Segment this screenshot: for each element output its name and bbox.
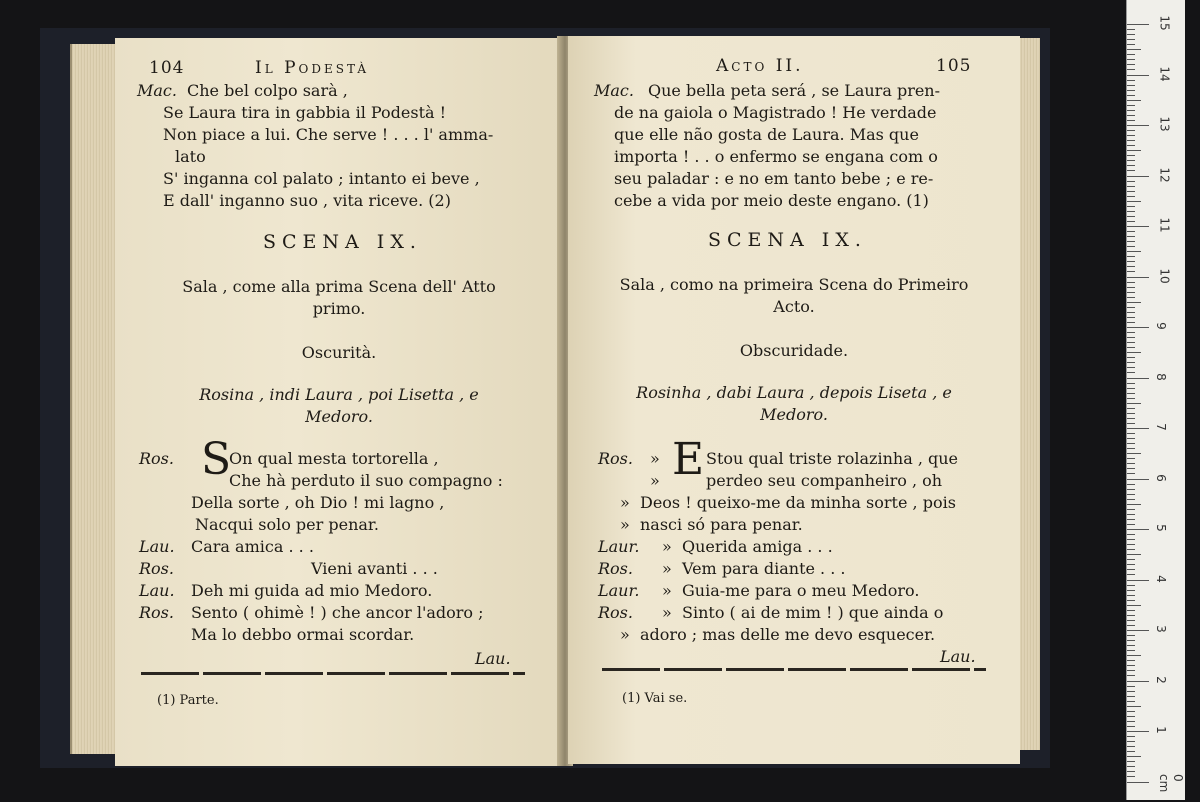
ruler-tick: [1127, 176, 1149, 177]
ruler-label: 1: [1153, 726, 1168, 734]
ruler-tick: [1127, 524, 1135, 525]
ruler-tick: [1127, 645, 1135, 646]
ruler-tick: [1127, 655, 1141, 656]
ruler-tick: [1127, 433, 1135, 434]
right-page: [568, 36, 1020, 764]
ruler-tick: [1127, 534, 1135, 535]
ruler-tick: [1127, 595, 1135, 596]
ruler-tick: [1127, 75, 1149, 76]
scene-setting: primo.: [312, 299, 366, 318]
character-list: Medoro.: [760, 405, 828, 424]
ruler-tick: [1127, 403, 1141, 404]
ruler-tick: [1127, 95, 1135, 96]
ruler-tick: [1127, 549, 1135, 550]
ruler-tick: [1127, 448, 1135, 449]
verse-line: lato: [175, 147, 206, 166]
ruler-tick: [1127, 736, 1135, 737]
ruler-tick: [1127, 423, 1135, 424]
dialogue-line: Che hà perduto il suo compagno :: [229, 471, 503, 490]
ruler-tick: [1127, 726, 1135, 727]
ruler-tick: [1127, 620, 1135, 621]
ruler-tick: [1127, 105, 1135, 106]
footnote-rule: [141, 672, 525, 675]
dialogue-line: On qual mesta tortorella ,: [229, 449, 439, 468]
dialogue-line: Vieni avanti . . .: [311, 559, 438, 578]
dialogue-line: Guia-me para o meu Medoro.: [682, 581, 920, 600]
ruler-tick: [1127, 29, 1135, 30]
ruler-label: 3: [1153, 625, 1168, 633]
dialogue-line: Sinto ( ai de mim ! ) que ainda o: [682, 603, 944, 622]
dialogue-line: Stou qual triste rolazinha , que: [706, 449, 958, 468]
ruler-tick: [1127, 347, 1135, 348]
ruler-tick: [1127, 266, 1135, 267]
ruler-label: 10: [1157, 267, 1172, 284]
speaker-label: Laur.: [598, 537, 640, 556]
ruler-tick: [1127, 261, 1135, 262]
scene-title: SCENA IX.: [263, 231, 422, 253]
ruler-tick: [1127, 398, 1135, 399]
ruler-tick: [1127, 681, 1149, 682]
ruler-tick: [1127, 564, 1135, 565]
prose-line: Que bella peta será , se Laura pren-: [648, 81, 941, 100]
ruler-tick: [1127, 438, 1135, 439]
ruler-tick: [1127, 504, 1141, 505]
quote-mark: »: [650, 449, 660, 468]
ruler-tick: [1127, 277, 1149, 278]
ruler-tick: [1127, 160, 1135, 161]
speaker-label: Lau.: [139, 537, 175, 556]
ruler-tick: [1127, 165, 1135, 166]
ruler-tick: [1127, 155, 1135, 156]
ruler-tick: [1127, 307, 1135, 308]
ruler-tick: [1127, 559, 1135, 560]
ruler-tick: [1127, 54, 1135, 55]
ruler-tick: [1127, 686, 1135, 687]
ruler-tick: [1127, 332, 1135, 333]
verse-line: Non piace a lui. Che serve ! . . . l' amma-: [163, 125, 494, 144]
ruler-tick: [1127, 499, 1135, 500]
ruler-tick: [1127, 670, 1135, 671]
dialogue-line: Della sorte , oh Dio ! mi lagno ,: [191, 493, 445, 512]
ruler-tick: [1127, 458, 1135, 459]
ruler-tick: [1127, 357, 1135, 358]
ruler-tick: [1127, 90, 1135, 91]
quote-mark: »: [662, 559, 672, 578]
ruler-tick: [1127, 610, 1135, 611]
ruler-label: 5: [1153, 524, 1168, 532]
quote-mark: »: [620, 515, 630, 534]
speaker-label: Ros.: [598, 559, 633, 578]
footnote: (1) Parte.: [157, 693, 219, 708]
speaker-label: Mac.: [594, 81, 634, 100]
ruler-tick: [1127, 302, 1141, 303]
ruler-tick: [1127, 125, 1149, 126]
dialogue-line: nasci só para penar.: [640, 515, 803, 534]
ruler-tick: [1127, 494, 1135, 495]
drop-cap: S: [201, 434, 232, 485]
ruler-tick: [1127, 362, 1135, 363]
lighting-direction: Oscurità.: [301, 343, 377, 362]
verse-line: Se Laura tira in gabbia il Podestà !: [163, 103, 447, 122]
ruler-tick: [1127, 39, 1135, 40]
ruler-label: 7: [1153, 423, 1168, 431]
ruler-tick: [1127, 580, 1149, 581]
verse-line: E dall' inganno suo , vita riceve. (2): [163, 191, 451, 210]
character-list: Rosinha , dabi Laura , depois Liseta , e: [636, 383, 952, 402]
catchword: Lau.: [475, 649, 511, 668]
dialogue-line: Cara amica . . .: [191, 537, 314, 556]
ruler-tick: [1127, 428, 1149, 429]
verse-line: S' inganna col palato ; intanto ei beve ,: [163, 169, 480, 188]
ruler-tick: [1127, 489, 1135, 490]
ruler-tick: [1127, 271, 1135, 272]
scene-setting: Sala , como na primeira Scena do Primeiro: [619, 275, 969, 294]
page-edges-right: [1018, 38, 1040, 750]
ruler-label: 8: [1153, 372, 1168, 381]
ruler-tick: [1127, 80, 1135, 81]
ruler-label: 15: [1157, 15, 1172, 31]
dialogue-line: Nacqui solo per penar.: [195, 515, 379, 534]
ruler-tick: [1127, 393, 1135, 394]
ruler-tick: [1127, 600, 1135, 601]
ruler-tick: [1127, 221, 1135, 222]
catchword: Lau.: [940, 647, 976, 666]
ruler-tick: [1127, 625, 1135, 626]
ruler-tick: [1127, 59, 1135, 60]
ruler-tick: [1127, 514, 1135, 515]
ruler-tick: [1127, 776, 1135, 777]
scene-setting: Acto.: [773, 297, 815, 316]
ruler-tick: [1127, 418, 1135, 419]
ruler-tick: [1127, 665, 1135, 666]
ruler-tick: [1127, 443, 1135, 444]
quote-mark: »: [620, 493, 630, 512]
footnote: (1) Vai se.: [622, 691, 688, 706]
ruler-tick: [1127, 383, 1135, 384]
ruler-tick: [1127, 605, 1141, 606]
ruler-tick: [1127, 251, 1141, 252]
ruler-tick: [1127, 509, 1135, 510]
ruler-tick: [1127, 574, 1135, 575]
speaker-label: Ros.: [139, 603, 174, 622]
speaker-label: Lau.: [139, 581, 175, 600]
left-page: [115, 38, 563, 766]
ruler-tick: [1127, 615, 1135, 616]
ruler-label: 2: [1153, 675, 1168, 684]
ruler-tick: [1127, 44, 1135, 45]
ruler-tick: [1127, 544, 1135, 545]
ruler-tick: [1127, 711, 1135, 712]
ruler-tick: [1127, 196, 1135, 197]
page-edges-left: [70, 44, 120, 754]
ruler-tick: [1127, 691, 1135, 692]
ruler-tick: [1127, 170, 1135, 171]
dialogue-line: adoro ; mas delle me devo esquecer.: [640, 625, 936, 644]
ruler-tick: [1127, 721, 1135, 722]
ruler-tick: [1127, 110, 1135, 111]
ruler-tick: [1127, 115, 1135, 116]
ruler-tick: [1127, 246, 1135, 247]
ruler-tick: [1127, 640, 1135, 641]
left-page-number: 104: [149, 58, 185, 78]
ruler-tick: [1127, 585, 1135, 586]
ruler-tick: [1127, 761, 1135, 762]
speaker-label: Ros.: [139, 559, 174, 578]
ruler-tick: [1127, 716, 1135, 717]
ruler-tick: [1127, 287, 1135, 288]
ruler-tick: [1127, 367, 1135, 368]
ruler-label: 12: [1157, 166, 1172, 183]
ruler-tick: [1127, 206, 1135, 207]
ruler-tick: [1127, 484, 1135, 485]
ruler-tick: [1127, 468, 1135, 469]
ruler-tick: [1127, 746, 1135, 747]
character-list: Medoro.: [305, 407, 373, 426]
scene-title: SCENA IX.: [708, 229, 867, 251]
ruler-tick: [1127, 24, 1149, 25]
ruler-tick: [1127, 731, 1149, 732]
quote-mark: »: [650, 471, 660, 490]
ruler-tick: [1127, 696, 1135, 697]
measuring-ruler: [1126, 0, 1185, 800]
right-page-number: 105: [936, 56, 972, 76]
ruler-tick: [1127, 388, 1135, 389]
ruler-tick: [1127, 352, 1141, 353]
dialogue-line: Sento ( ohimè ! ) che ancor l'adoro ;: [191, 603, 484, 622]
ruler-label: 9: [1153, 322, 1168, 330]
ruler-tick: [1127, 64, 1135, 65]
quote-mark: »: [620, 625, 630, 644]
lighting-direction: Obscuridade.: [739, 341, 849, 360]
ruler-tick: [1127, 49, 1141, 50]
prose-line: de na gaiola o Magistrado ! He verdade: [614, 103, 937, 122]
ruler-tick: [1127, 337, 1135, 338]
ruler-tick: [1127, 69, 1135, 70]
ruler-tick: [1127, 85, 1135, 86]
ruler-tick: [1127, 297, 1135, 298]
ruler-tick: [1127, 34, 1135, 35]
ruler-tick: [1127, 186, 1135, 187]
prose-line: importa ! . . o enfermo se engana com o: [614, 147, 938, 166]
ruler-tick: [1127, 635, 1135, 636]
footnote-rule: [602, 668, 986, 671]
ruler-tick: [1127, 231, 1135, 232]
ruler-tick: [1127, 322, 1135, 323]
left-running-head: Il Podestà: [255, 58, 369, 78]
ruler-tick: [1127, 372, 1135, 373]
dialogue-line: perdeo seu companheiro , oh: [706, 471, 943, 490]
right-running-head: Acto II.: [716, 56, 804, 76]
ruler-tick: [1127, 782, 1149, 783]
ruler-label: 4: [1153, 574, 1168, 583]
ruler-tick: [1127, 100, 1141, 101]
ruler-tick: [1127, 150, 1141, 151]
ruler-tick: [1127, 766, 1135, 767]
ruler-tick: [1127, 408, 1135, 409]
ruler-tick: [1127, 327, 1149, 328]
ruler-tick: [1127, 135, 1135, 136]
ruler-tick: [1127, 342, 1135, 343]
ruler-tick: [1127, 650, 1135, 651]
ruler-tick: [1127, 569, 1135, 570]
dialogue-line: Vem para diante . . .: [682, 559, 846, 578]
ruler-tick: [1127, 226, 1149, 227]
character-list: Rosina , indi Laura , poi Lisetta , e: [199, 385, 479, 404]
ruler-label: 11: [1157, 217, 1172, 233]
ruler-tick: [1127, 756, 1141, 757]
ruler-label: 6: [1153, 473, 1168, 482]
dialogue-line: Deos ! queixo-me da minha sorte , pois: [640, 493, 956, 512]
speaker-label: Laur.: [598, 581, 640, 600]
ruler-tick: [1127, 256, 1135, 257]
ruler-tick: [1127, 241, 1135, 242]
ruler-tick: [1127, 660, 1135, 661]
ruler-tick: [1127, 463, 1135, 464]
ruler-tick: [1127, 529, 1149, 530]
ruler-label: 14: [1157, 65, 1172, 82]
prose-line: que elle não gosta de Laura. Mas que: [614, 125, 919, 144]
ruler-tick: [1127, 413, 1135, 414]
speaker-label: Ros.: [598, 603, 633, 622]
ruler-tick: [1127, 539, 1135, 540]
ruler-tick: [1127, 312, 1135, 313]
ruler-tick: [1127, 236, 1135, 237]
speaker-label: Mac.: [137, 81, 177, 100]
drop-cap: E: [672, 434, 705, 485]
ruler-tick: [1127, 473, 1135, 474]
prose-line: cebe a vida por meio deste engano. (1): [614, 191, 929, 210]
ruler-tick: [1127, 130, 1135, 131]
ruler-tick: [1127, 706, 1141, 707]
ruler-tick: [1127, 741, 1135, 742]
ruler-tick: [1127, 140, 1135, 141]
ruler-tick: [1127, 479, 1149, 480]
ruler-tick: [1127, 292, 1135, 293]
dialogue-line: Deh mi guida ad mio Medoro.: [191, 581, 433, 600]
dialogue-line: Ma lo debbo ormai scordar.: [191, 625, 415, 644]
ruler-tick: [1127, 554, 1141, 555]
ruler-tick: [1127, 630, 1149, 631]
ruler-tick: [1127, 120, 1135, 121]
ruler-tick: [1127, 201, 1141, 202]
ruler-tick: [1127, 519, 1135, 520]
ruler-tick: [1127, 751, 1135, 752]
speaker-label: Ros.: [598, 449, 633, 468]
ruler-tick: [1127, 216, 1135, 217]
quote-mark: »: [662, 603, 672, 622]
ruler-tick: [1127, 453, 1141, 454]
ruler-label: 0 cm: [1157, 773, 1185, 792]
ruler-tick: [1127, 378, 1149, 379]
ruler-tick: [1127, 701, 1135, 702]
ruler-tick: [1127, 771, 1135, 772]
dialogue-line: Querida amiga . . .: [682, 537, 833, 556]
ruler-tick: [1127, 317, 1135, 318]
ruler-tick: [1127, 191, 1135, 192]
ruler-tick: [1127, 181, 1135, 182]
quote-mark: »: [662, 537, 672, 556]
ruler-tick: [1127, 145, 1135, 146]
ruler-tick: [1127, 590, 1135, 591]
quote-mark: »: [662, 581, 672, 600]
ruler-tick: [1127, 211, 1135, 212]
ruler-tick: [1127, 282, 1135, 283]
ruler-label: 13: [1157, 116, 1172, 132]
prose-line: seu paladar : e no em tanto bebe ; e re-: [614, 169, 934, 188]
verse-line: Che bel colpo sarà ,: [187, 81, 348, 100]
speaker-label: Ros.: [139, 449, 174, 468]
scene-setting: Sala , come alla prima Scena dell' Atto: [182, 277, 496, 296]
ruler-tick: [1127, 675, 1135, 676]
